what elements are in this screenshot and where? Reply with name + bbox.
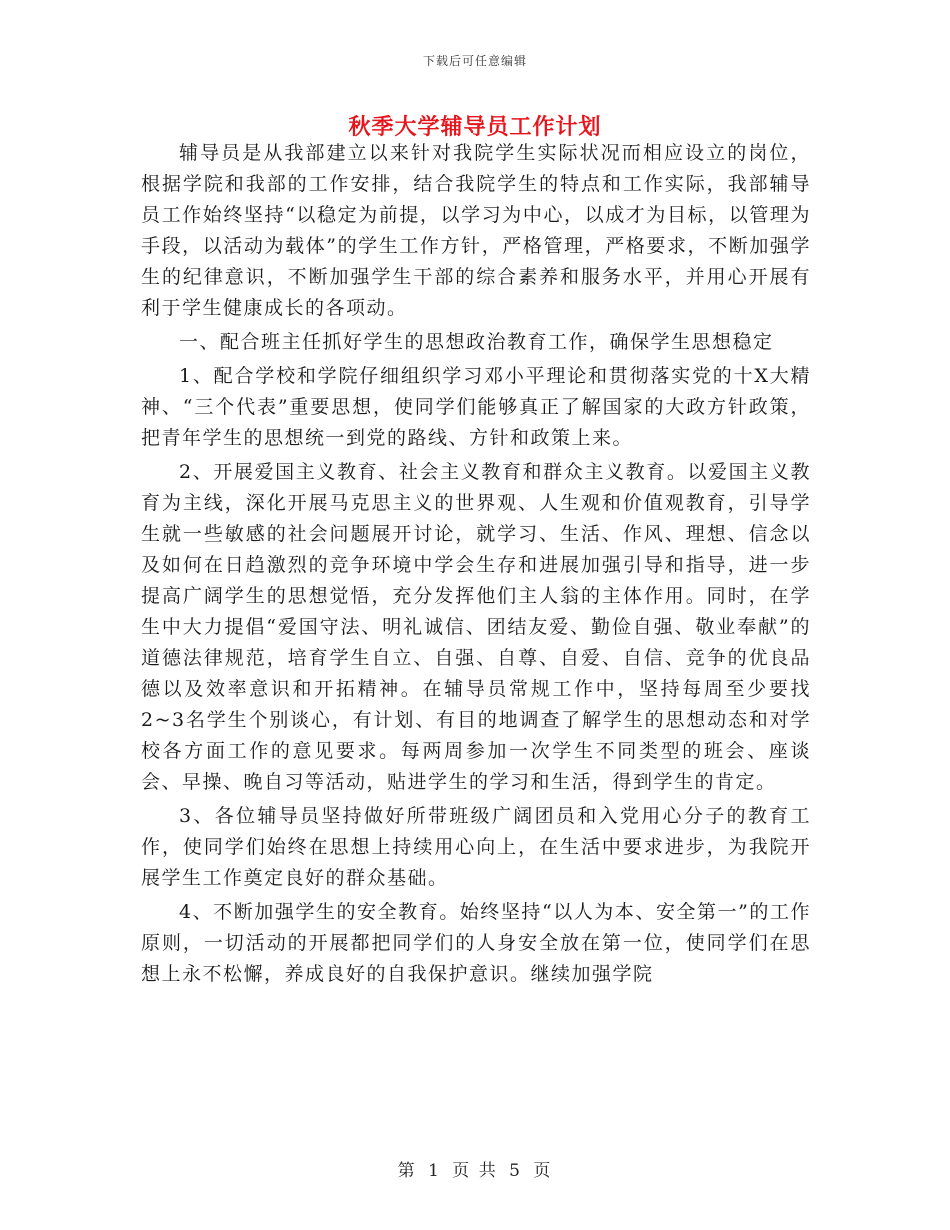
footer-prefix: 第 <box>397 1161 417 1181</box>
footer-suffix: 页 <box>533 1161 553 1181</box>
header-note: 下载后可任意编辑 <box>422 54 527 68</box>
footer-middle: 页 共 <box>452 1161 498 1181</box>
document-title: 秋季大学辅导员工作计划 <box>348 114 602 140</box>
paragraph-intro: 辅导员是从我部建立以来针对我院学生实际状况而相应设立的岗位，根据学院和我部的工作安排，结合我院学生的特点和工作实际，我部辅导员工作始终坚持“以稳定为前提，以学习为中心，以成才为目标，以管理为手段，以活动为载体”的学生工作方针，严格管理，严格要求，不断加强学生的纪律意识，不断加强学生干部的综合素养和服务水平，并用心开展有利于学生健康成长的各项动。 <box>141 142 811 319</box>
paragraph-item-1: 1、配合学校和学院仔细组织学习邓小平理论和贯彻落实党的十X大精神、“三个代表”重要思想，使同学们能够真正了解国家的大政方针政策，把青年学生的思想统一到党的路线、方针和政策上来。 <box>141 365 811 449</box>
paragraph-item-3: 3、各位辅导员坚持做好所带班级广阔团员和入党用心分子的教育工作，使同学们始终在思想上持续用心向上，在生活中要求进步，为我院开展学生工作奠定良好的群众基础。 <box>141 805 811 889</box>
section-heading-1: 一、配合班主任抓好学生的思想政治教育工作，确保学生思想稳定 <box>179 331 774 353</box>
paragraph-item-2: 2、开展爱国主义教育、社会主义教育和群众主义教育。以爱国主义教育为主线，深化开展马克思主义的世界观、人生观和价值观教育，引导学生就一些敏感的社会问题展开讨论，就学习、生活、作风、理想、信念以及如何在日趋激烈的竞争环境中学会生存和进展加强引导和指导，进一步提高广阔学生的思想觉悟，充分发挥他们主人翁的主体作用。同时，在学生中大力提倡“爱国守法、明礼诚信、团结友爱、勤俭自强、敬业奉献”的道德法律规范，培育学生自立、自强、自尊、自爱、自信、竞争的优良品德以及效率意识和开拓精神。在辅导员常规工作中，坚持每周至少要找2~3名学生个别谈心，有计划、有目的地调查了解学生的思想动态和对学校各方面工作的意见要求。每两周参加一次学生不同类型的班会、座谈会、早操、晚自习等活动，贴进学生的学习和生活，得到学生的肯定。 <box>141 461 811 793</box>
current-page-number: 1 <box>428 1161 441 1181</box>
paragraph-item-4: 4、不断加强学生的安全教育。始终坚持“以人为本、安全第一”的工作原则，一切活动的开展都把同学们的人身安全放在第一位，使同学们在思想上永不松懈，养成良好的自我保护意识。继续加强学院 <box>141 901 811 985</box>
document-body <box>141 138 811 993</box>
total-page-count: 5 <box>509 1161 522 1181</box>
page-number-footer <box>0 1156 950 1181</box>
